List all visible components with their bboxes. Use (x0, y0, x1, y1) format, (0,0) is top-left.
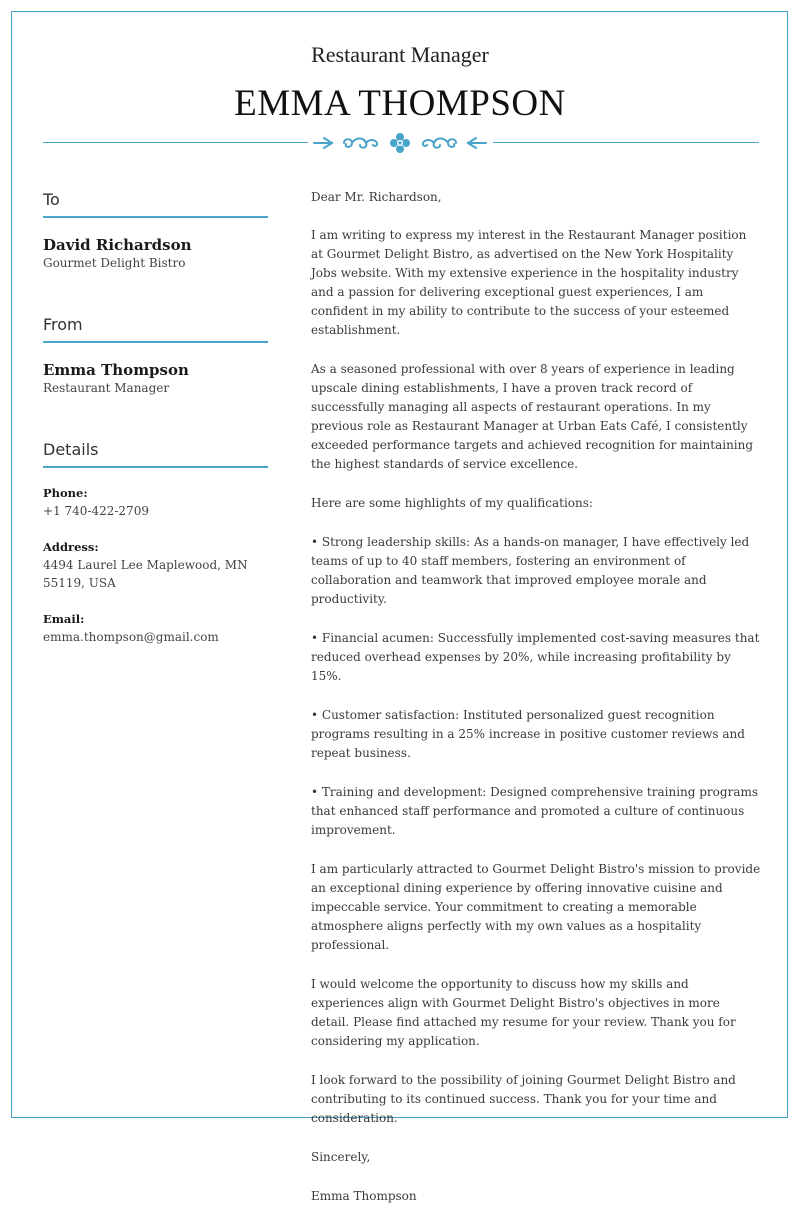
sender-title: Restaurant Manager (43, 381, 170, 395)
sender-name: Emma Thompson (43, 361, 189, 379)
letter-greeting: Dear Mr. Richardson, (311, 190, 442, 204)
details-section-title: Details (43, 440, 268, 468)
letter-closing: Sincerely, (311, 1150, 371, 1164)
qualification-item: • Financial acumen: Successfully implemented cost-saving measures that reduced overhead expenses by 20%, while increasing profitability by 15%. (311, 631, 760, 683)
qualification-item: • Customer satisfaction: Instituted personalized guest recognition programs resulting in a 25% increase in positive customer reviews and repeat business. (311, 708, 745, 760)
letter-paragraph: I am particularly attracted to Gourmet Delight Bistro's mission to provide an exceptional dining experience by offering innovative cuisine and impeccable service. Your commitment to creating a memorable atmosphere aligns perfectly with my own values as a hospitality professional. (311, 862, 761, 952)
qualification-item: • Training and development: Designed comprehensive training programs that enhanced staff performance and promoted a culture of continuous improvement. (311, 785, 759, 837)
address-label: Address: (43, 540, 99, 554)
applicant-name: EMMA THOMPSON (234, 83, 566, 124)
decorative-flourish-icon (310, 131, 490, 155)
qualification-item: • Strong leadership skills: As a hands-on manager, I have effectively led teams of up to 40 staff members, fostering an environment of collaboration and teamwork that improved employee morale and productivity. (311, 535, 750, 606)
phone-value: +1 740-422-2709 (43, 504, 149, 518)
address-value: 4494 Laurel Lee Maplewood, MN 55119, USA (43, 558, 248, 590)
to-section-title: To (43, 190, 268, 218)
recipient-company: Gourmet Delight Bistro (43, 256, 186, 270)
header-rule-right (493, 142, 759, 143)
email-label: Email: (43, 612, 85, 626)
letter-body (311, 188, 761, 1226)
letter-signature: Emma Thompson (311, 1189, 417, 1203)
job-title: Restaurant Manager (311, 42, 489, 67)
recipient-name: David Richardson (43, 236, 192, 254)
letter-paragraph: I am writing to express my interest in the Restaurant Manager position at Gourmet Delight Bistro, as advertised on the New York Hospitality Jobs website. With my extensive experience in the hospitality industry and a passion for delivering exceptional guest experiences, I am confident in my ability to contribute to the success of your esteemed establishment. (311, 228, 747, 337)
header-rule-left (43, 142, 308, 143)
letter-paragraph: As a seasoned professional with over 8 years of experience in leading upscale dining establishments, I have a proven track record of successfully managing all aspects of restaurant operations. In my previous role as Restaurant Manager at Urban Eats Café, I consistently exceeded performance targets and achieved recognition for maintaining the highest standards of service excellence. (311, 362, 754, 471)
letter-paragraph: I look forward to the possibility of joining Gourmet Delight Bistro and contributing to its continued success. Thank you for your time and consideration. (311, 1073, 736, 1125)
letter-paragraph: Here are some highlights of my qualifications: (311, 496, 593, 510)
email-value: emma.thompson@gmail.com (43, 630, 219, 644)
from-section-title: From (43, 315, 268, 343)
letter-paragraph: I would welcome the opportunity to discuss how my skills and experiences align with Gourmet Delight Bistro's objectives in more detail. Please find attached my resume for your review. Thank you for considering my application. (311, 977, 736, 1048)
phone-label: Phone: (43, 486, 88, 500)
